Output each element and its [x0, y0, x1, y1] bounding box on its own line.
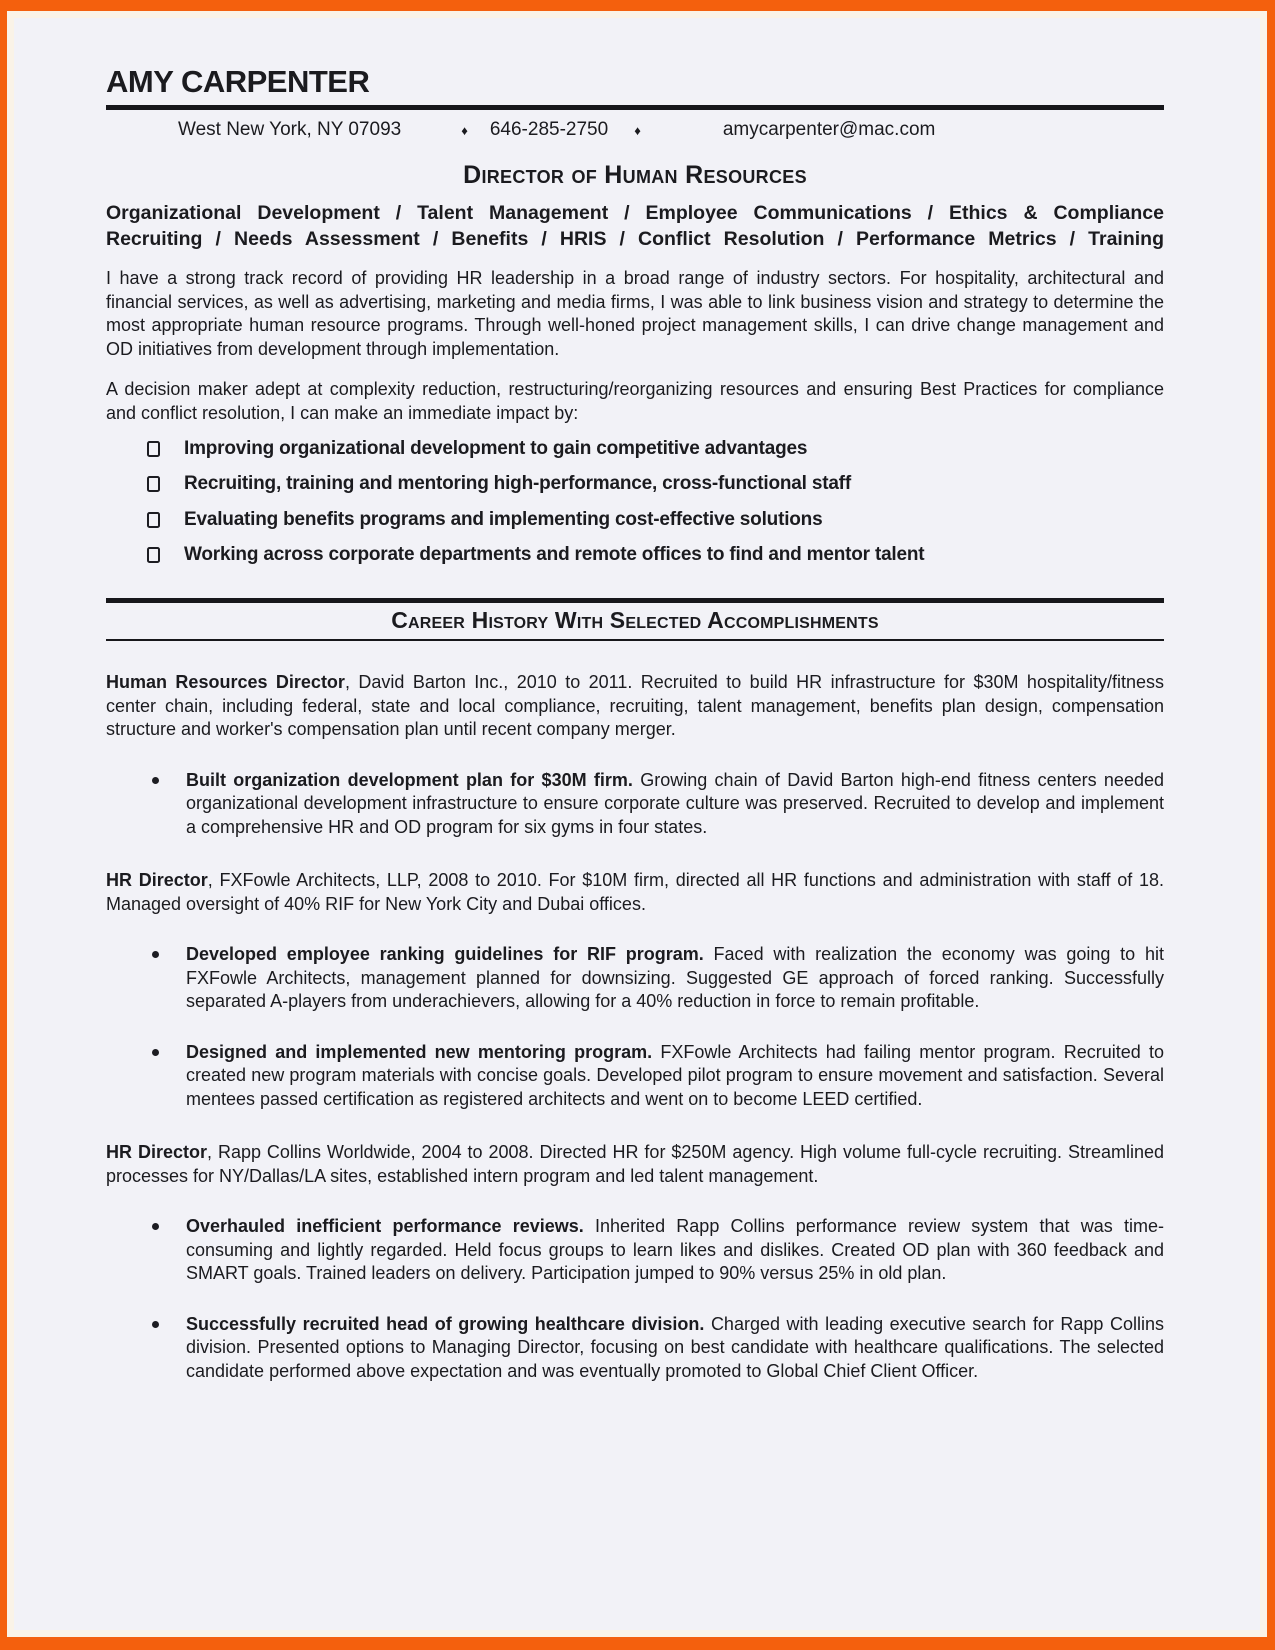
impact-bullet-text: Working across corporate departments and remote offices to find and mentor talent	[184, 544, 925, 565]
page-inner-frame	[7, 11, 1267, 1637]
accomplishment-text: Charged with leading executive search for Rapp Collins division. Presented options to Managing Director, focusing on best candidate with healthcare qualifications. The selected candidate performed above expectation and was eventually promoted to Global Chief Client Officer.	[186, 1313, 1164, 1381]
accomplishment-text: Inherited Rapp Collins performance review system that was time-consuming and lightly regarded. Held focus groups to learn likes and dislikes. Created OD plan with 360 feedback and SMART goals. Trained leaders on delivery. Participation jumped to 90% versus 25% in old plan.	[186, 1216, 1164, 1283]
accomplishment-text: Growing chain of David Barton high-end fitness centers needed organizational development infrastructure to ensure corporate culture was preserved. Recruited to develop and implement a comprehensive HR and OD program for six gyms in four states.	[186, 769, 1164, 837]
keywords-block	[106, 201, 1164, 252]
dot-bullet-icon	[152, 1049, 159, 1056]
job-entry	[106, 671, 1164, 839]
dot-bullet-icon	[152, 1223, 159, 1230]
job-accomplishments	[106, 943, 1164, 1111]
accomplishment-lead: Developed employee ranking guidelines for RIF program.	[186, 944, 704, 964]
accomplishment-bullet	[106, 1215, 1164, 1286]
summary-paragraph-2: A decision maker adept at complexity reduction, restructuring/reorganizing resources and ensuring Best Practices for compliance and conflict resolution, I can make an immediate impact by:	[106, 379, 1164, 423]
job-summary-text: , David Barton Inc., 2010 to 2011. Recruited to build HR infrastructure for $30M hospitality/fitness center chain, including federal, state and local compliance, recruiting, talent management, benefits plan design, compensation structure and worker's compensation plan until recent company merger.	[106, 672, 1164, 739]
accomplishment-text: FXFowle Architects had failing mentor program. Recruited to created new program materials with concise goals. Developed pilot program to ensure movement and satisfaction. Several mentees passed certification as registered architects and went on to become LEED certified.	[186, 1041, 1164, 1109]
checkbox-bullet-icon	[147, 441, 160, 457]
job-description	[106, 1141, 1164, 1188]
diamond-separator-icon: ♦	[461, 122, 468, 138]
dot-bullet-icon	[152, 1321, 159, 1328]
accomplishment-bullet	[106, 1041, 1164, 1112]
resume-title: Director of Human Resources	[463, 161, 807, 189]
career-history-section	[106, 598, 1164, 1383]
contact-phone: 646-285-2750	[489, 119, 609, 140]
accomplishment-bullet	[106, 943, 1164, 1014]
dot-bullet-icon	[152, 777, 159, 784]
impact-bullet-item	[106, 437, 1164, 461]
impact-bullet-text: Recruiting, training and mentoring high-performance, cross-functional staff	[184, 473, 851, 494]
contact-location: West New York, NY 07093	[178, 119, 402, 140]
jobs-list	[106, 671, 1164, 1383]
job-summary-text: , FXFowle Architects, LLP, 2008 to 2010. For $10M firm, directed all HR functions and administration with staff of 18. Managed oversight of 40% RIF for New York City and Dubai offices.	[106, 870, 1164, 914]
job-title: HR Director	[106, 1142, 207, 1162]
job-accomplishments	[106, 1215, 1164, 1383]
accomplishment-lead: Overhauled inefficient performance reviews.	[186, 1216, 584, 1236]
contact-line	[106, 119, 1164, 141]
job-title: HR Director	[106, 870, 208, 890]
contact-email: amycarpenter@mac.com	[722, 119, 936, 140]
impact-bullet-text: Evaluating benefits programs and implementing cost-effective solutions	[184, 508, 823, 530]
candidate-name: AMY CARPENTER	[106, 64, 1164, 110]
job-accomplishments	[106, 769, 1164, 840]
accomplishment-bullet	[106, 769, 1164, 840]
accomplishment-bullet	[106, 1313, 1164, 1384]
job-summary-text: , Rapp Collins Worldwide, 2004 to 2008. Directed HR for $250M agency. High volume full-cycle recruiting. Streamlined processes for NY/Dallas/LA sites, established intern program and led talent management.	[106, 1142, 1164, 1186]
accomplishment-text: Faced with realization the economy was going to hit FXFowle Architects, management planned for downsizing. Suggested GE approach of forced ranking. Successfully separated A-players from underachievers, allowing for a 40% reduction in force to remain profitable.	[186, 944, 1164, 1011]
checkbox-bullet-icon	[147, 512, 160, 528]
impact-bullet-text: Improving organizational development to gain competitive advantages	[184, 437, 808, 459]
checkbox-bullet-icon	[147, 476, 160, 492]
impact-list	[106, 437, 1164, 568]
keywords-line-1: Organizational Development / Talent Management / Employee Communications / Ethics & Compliance	[106, 202, 1164, 224]
job-entry	[106, 1141, 1164, 1383]
accomplishment-lead: Successfully recruited head of growing healthcare division.	[186, 1313, 705, 1334]
section-heading: Career History With Selected Accomplishments	[391, 607, 879, 633]
summary-section	[106, 267, 1164, 567]
job-title: Human Resources Director	[106, 672, 345, 692]
section-heading-band	[106, 598, 1164, 641]
checkbox-bullet-icon	[147, 547, 160, 563]
impact-bullet-item	[106, 543, 1164, 567]
diamond-separator-icon: ♦	[634, 122, 641, 138]
accomplishment-lead: Built organization development plan for $30M firm.	[186, 769, 633, 790]
keywords-line-2: Recruiting / Needs Assessment / Benefits / HRIS / Conflict Resolution / Performance Metrics / Training	[106, 227, 1164, 250]
job-entry	[106, 869, 1164, 1111]
page-content	[106, 18, 1164, 1383]
job-description	[106, 671, 1164, 742]
summary-paragraph-1: I have a strong track record of providing HR leadership in a broad range of industry sectors. For hospitality, architectural and financial services, as well as advertising, marketing and media firms, I was able to link business vision and strategy to determine the most appropriate human resource programs. Through well-honed project management skills, I can drive change management and OD initiatives from development through implementation.	[106, 268, 1164, 359]
resume-header	[106, 64, 1164, 252]
impact-bullet-item	[106, 472, 1164, 496]
job-description	[106, 869, 1164, 916]
impact-bullet-item	[106, 508, 1164, 532]
dot-bullet-icon	[152, 951, 159, 958]
accomplishment-lead: Designed and implemented new mentoring program.	[186, 1041, 653, 1062]
